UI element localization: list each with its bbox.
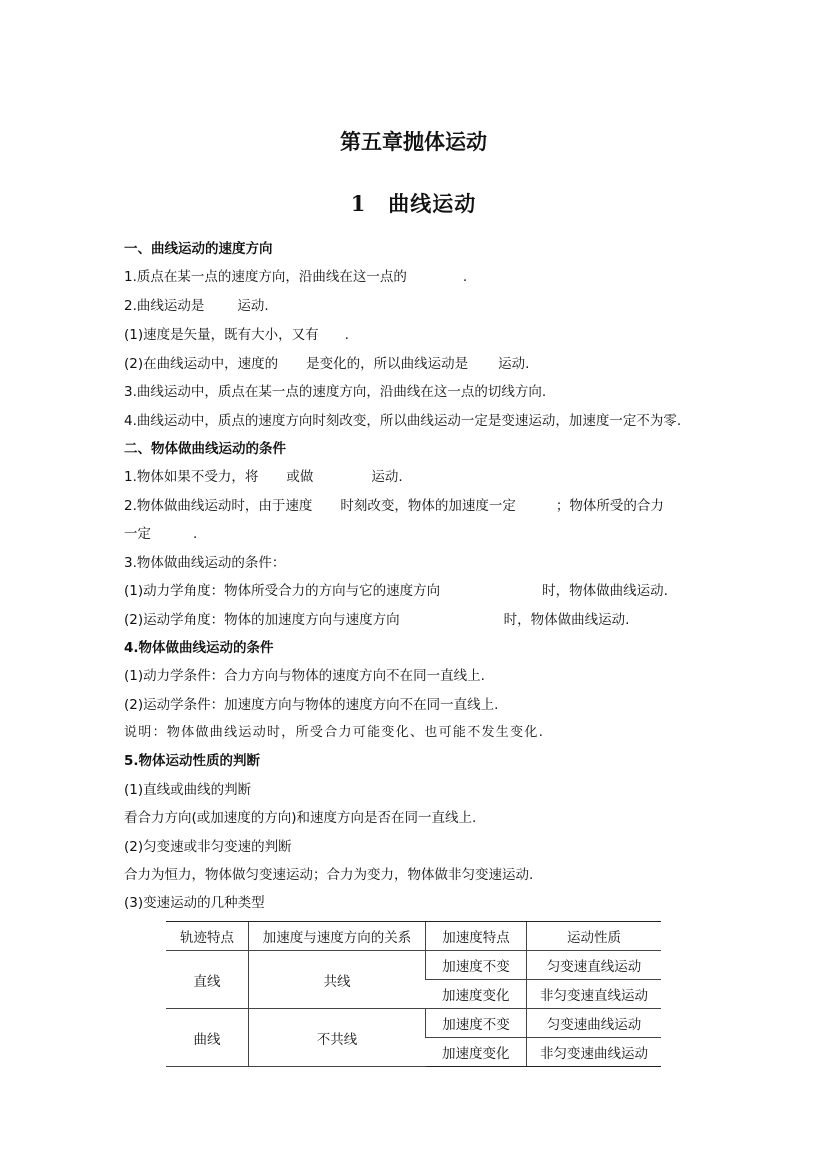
table-cell-accel: 加速度不变 — [426, 1009, 527, 1038]
table-cell-relation: 共线 — [249, 951, 426, 1009]
table-cell-track: 曲线 — [166, 1009, 249, 1067]
note-line: 说明：物体做曲线运动时，所受合力可能变化、也可能不发生变化. — [124, 725, 545, 740]
table-header-cell: 轨迹特点 — [166, 922, 249, 951]
text-line: 看合力方向(或加速度的方向)和速度方向是否在同一直线上. — [124, 810, 477, 826]
table-cell-nature: 匀变速曲线运动 — [527, 1009, 662, 1038]
table-cell-track: 直线 — [166, 951, 249, 1009]
text-line: 1.物体如果不受力，将 或做 运动. — [124, 469, 403, 485]
heading-velocity-direction: 一、曲线运动的速度方向 — [124, 241, 273, 257]
table-header-row — [166, 922, 661, 951]
motion-types-table — [166, 921, 661, 1067]
text-line: (2)运动学角度：物体的加速度方向与速度方向 时，物体做曲线运动. — [124, 612, 630, 628]
table-cell-nature: 非匀变速曲线运动 — [527, 1038, 662, 1067]
table-cell-accel: 加速度变化 — [426, 1038, 527, 1067]
text-line: (2)运动学条件：加速度方向与物体的速度方向不在同一直线上. — [124, 697, 499, 713]
chapter-title: 第五章抛体运动 — [340, 129, 487, 154]
table-cell-nature: 匀变速直线运动 — [527, 951, 662, 980]
table-row — [166, 1009, 661, 1038]
heading-curve-conditions: 二、物体做曲线运动的条件 — [124, 441, 286, 457]
text-line: 合力为恒力，物体做匀变速运动；合力为变力，物体做非匀变速运动. — [124, 867, 534, 883]
text-line: 3.曲线运动中，质点在某一点的速度方向，沿曲线在这一点的切线方向. — [124, 384, 547, 400]
text-line: 1.质点在某一点的速度方向，沿曲线在这一点的 . — [124, 269, 468, 285]
text-line: 3.物体做曲线运动的条件： — [124, 555, 286, 571]
table-header-cell: 运动性质 — [527, 922, 662, 951]
table-header-cell: 加速度特点 — [426, 922, 527, 951]
text-line: (3)变速运动的几种类型 — [124, 895, 265, 911]
text-line: 2.曲线运动是 运动. — [124, 298, 269, 314]
text-line: 2.物体做曲线运动时，由于速度 时刻改变，物体的加速度一定 ；物体所受的合力 — [124, 498, 664, 514]
text-line: (1)动力学条件：合力方向与物体的速度方向不在同一直线上. — [124, 668, 485, 684]
text-line: 一定 . — [124, 526, 198, 542]
table-cell-nature: 非匀变速直线运动 — [527, 980, 662, 1009]
text-line: (1)直线或曲线的判断 — [124, 782, 252, 798]
table-cell-accel: 加速度变化 — [426, 980, 527, 1009]
section-title: 1 曲线运动 — [350, 191, 477, 216]
text-line: (2)匀变速或非匀变速的判断 — [124, 839, 292, 855]
heading-conditions: 4.物体做曲线运动的条件 — [124, 640, 274, 656]
text-line: (1)动力学角度：物体所受合力的方向与它的速度方向 时，物体做曲线运动. — [124, 583, 668, 599]
table-row — [166, 951, 661, 980]
text-line: 4.曲线运动中，质点的速度方向时刻改变，所以曲线运动一定是变速运动，加速度一定不为零. — [124, 413, 682, 429]
text-line: (1)速度是矢量，既有大小，又有 . — [124, 327, 349, 343]
table-header-cell: 加速度与速度方向的关系 — [249, 922, 426, 951]
table-cell-relation: 不共线 — [249, 1009, 426, 1067]
text-line: (2)在曲线运动中，速度的 是变化的，所以曲线运动是 运动. — [124, 356, 530, 372]
table-cell-accel: 加速度不变 — [426, 951, 527, 980]
heading-motion-nature: 5.物体运动性质的判断 — [124, 753, 261, 769]
